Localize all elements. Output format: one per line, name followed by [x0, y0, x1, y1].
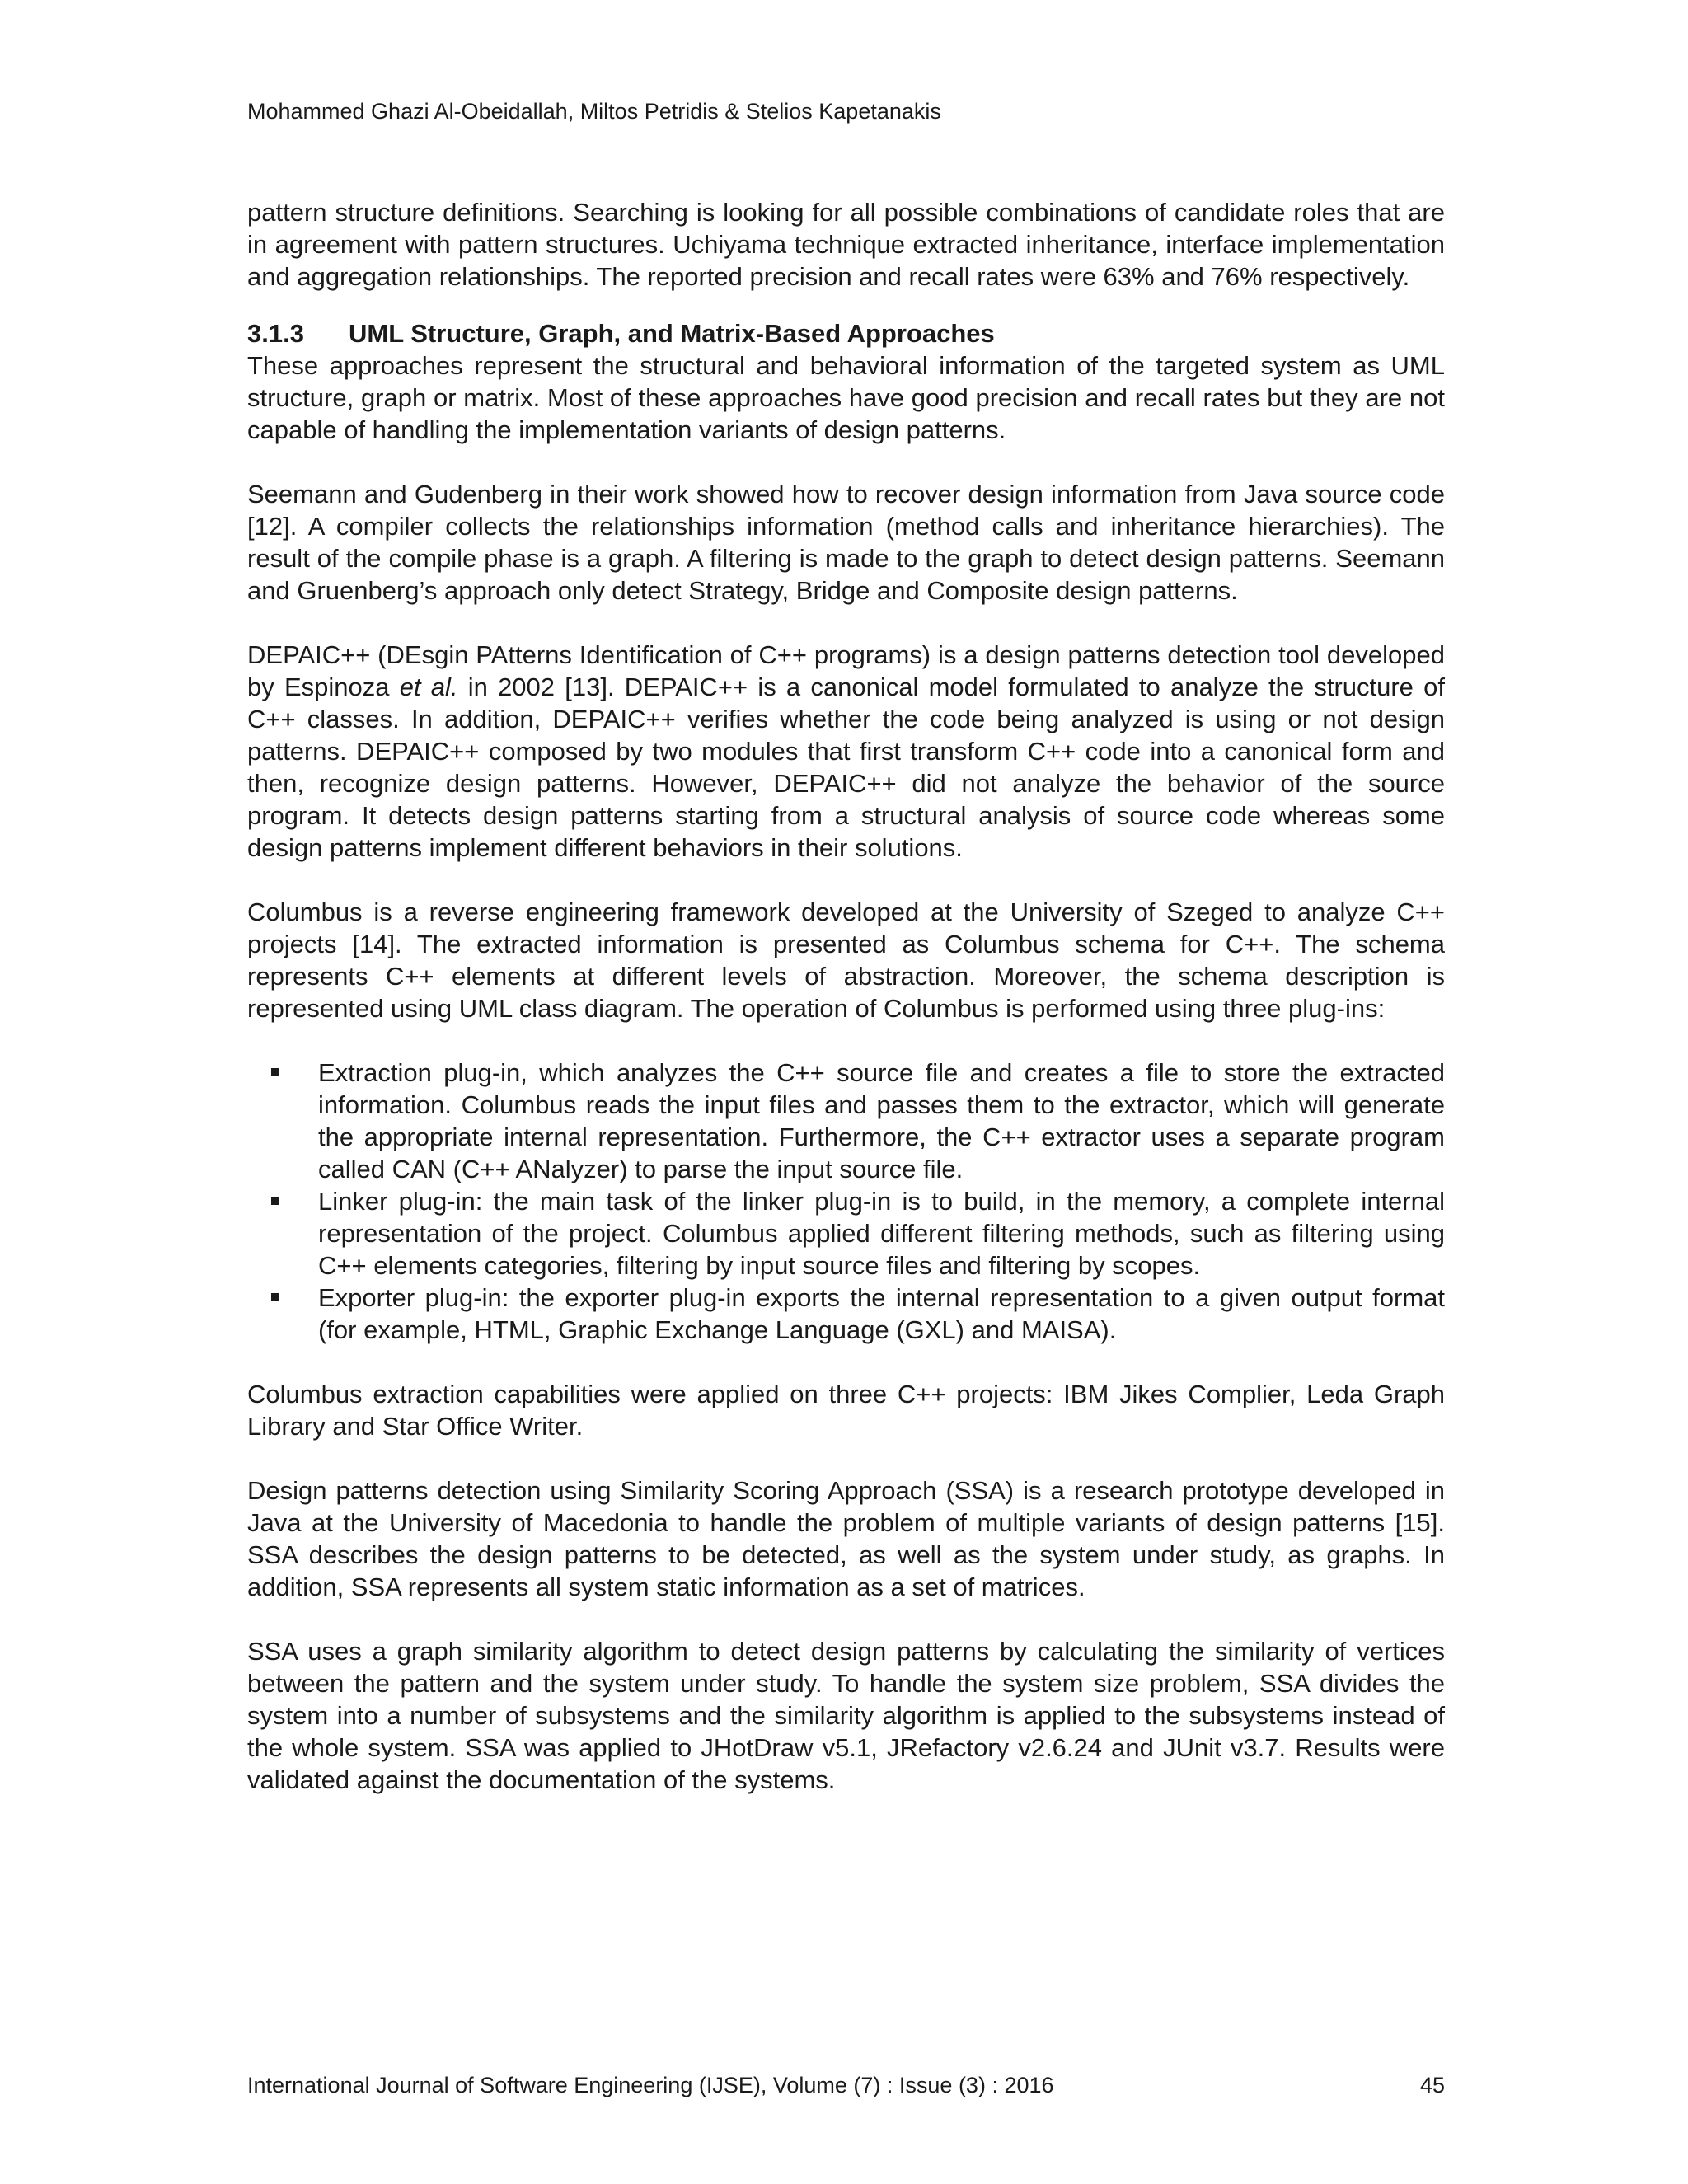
columbus-capabilities-paragraph: Columbus extraction capabilities were applied on three C++ projects: IBM Jikes Complier, Leda Graph Library and Star Office Writer. [247, 1380, 1445, 1441]
footer-journal: International Journal of Software Engineering (IJSE), Volume (7) : Issue (3) : 2016 [247, 2073, 1054, 2097]
ssa-algorithm-paragraph: SSA uses a graph similarity algorithm to detect design patterns by calculating the similarity of vertices between the pattern and the system under study. To handle the system size problem, SSA divides the system into a number of subsystems and the similarity algorithm is applied to the subsystems instead of the whole system. SSA was applied to JHotDraw v5.1, JRefactory v2.6.24 and JUnit v3.7. Results were validated against the documentation of the systems. [247, 1637, 1445, 1794]
square-bullet-icon [271, 1197, 279, 1205]
page-number: 45 [1419, 2073, 1445, 2097]
section-title: UML Structure, Graph, and Matrix-Based Approaches [349, 319, 995, 348]
square-bullet-icon [271, 1293, 279, 1301]
section-intro-paragraph: These approaches represent the structural and behavioral information of the targeted system as UML structure, graph or matrix. Most of these approaches have good precision and recall rates but they are not capable of handling the implementation variants of design patterns. [247, 351, 1445, 444]
plugin-extraction: Extraction plug-in, which analyzes the C++ source file and creates a file to store the extracted information. Columbus reads the input files and passes them to the extractor, which will generate the appropriate internal representation. Furthermore, the C++ extractor uses a separate program called CAN (C++ ANalyzer) to parse the input source file. [318, 1058, 1445, 1183]
list-item [247, 1282, 1445, 1346]
list-item [247, 1057, 1445, 1185]
running-header-authors: Mohammed Ghazi Al-Obeidallah, Miltos Petridis & Stelios Kapetanakis [247, 99, 941, 124]
plugin-list [247, 1057, 1445, 1346]
depaic-paragraph [247, 639, 1445, 864]
seemann-paragraph: Seemann and Gudenberg in their work showed how to recover design information from Java source code [12]. A compiler collects the relationships information (method calls and inheritance hierarchies). The result of the compile phase is a graph. A filtering is made to the graph to detect design patterns. Seemann and Gruenberg’s approach only detect Strategy, Bridge and Composite design patterns. [247, 480, 1445, 605]
list-item [247, 1185, 1445, 1282]
depaic-italic-etal: et al. [399, 673, 458, 701]
main-content [247, 196, 1445, 1796]
ssa-paragraph: Design patterns detection using Similarity Scoring Approach (SSA) is a research prototype developed in Java at the University of Macedonia to handle the problem of multiple variants of design patterns [15]. SSA describes the design patterns to be detected, as well as the system under study, as graphs. In addition, SSA represents all system static information as a set of matrices. [247, 1476, 1445, 1601]
section-number: 3.1.3 [247, 319, 304, 348]
depaic-text-end: in 2002 [13]. DEPAIC++ is a canonical model formulated to analyze the structure of C++ classes. In addition, DEPAIC++ verifies whether the code being analyzed is using or not design patterns. DEPAIC++ composed by two modules that first transform C++ code into a canonical form and then, recognize design patterns. However, DEPAIC++ did not analyze the behavior of the source program. It detects design patterns starting from a structural analysis of source code whereas some design patterns implement different behaviors in their solutions. [247, 673, 1445, 862]
plugin-exporter: Exporter plug-in: the exporter plug-in exports the internal representation to a given output format (for example, HTML, Graphic Exchange Language (GXL) and MAISA). [318, 1283, 1445, 1344]
depaic-text-start: DEPAIC++ (DEsgin PAtterns Identification of C++ programs) is a design patterns detection tool developed by Espinoza [247, 640, 1445, 701]
plugin-linker: Linker plug-in: the main task of the linker plug-in is to build, in the memory, a complete internal representation of the project. Columbus applied different filtering methods, such as filtering using C++ elements categories, filtering by input source files and filtering by scopes. [318, 1187, 1445, 1280]
columbus-paragraph: Columbus is a reverse engineering framework developed at the University of Szeged to analyze C++ projects [14]. The extracted information is presented as Columbus schema for C++. The schema represents C++ elements at different levels of abstraction. Moreover, the schema description is represented using UML class diagram. The operation of Columbus is performed using three plug-ins: [247, 898, 1445, 1023]
section-heading [247, 317, 1445, 349]
intro-paragraph: pattern structure definitions. Searching is looking for all possible combinations of candidate roles that are in agreement with pattern structures. Uchiyama technique extracted inheritance, interface implementation and aggregation relationships. The reported precision and recall rates were 63% and 76% respectively. [247, 198, 1445, 291]
square-bullet-icon [271, 1068, 279, 1076]
